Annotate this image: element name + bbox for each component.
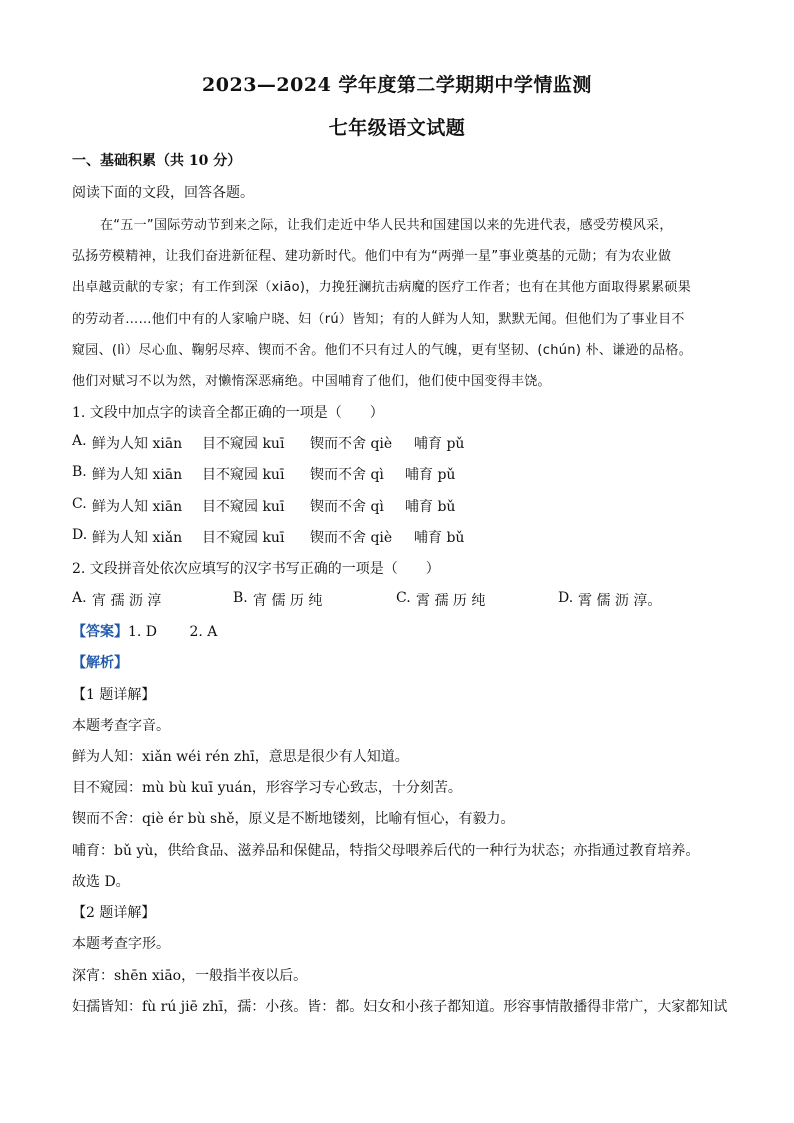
- q1-detail-line: 锲而不舍：qiè ér bù shě，原义是不断地镂刻，比喻有恒心，有毅力。: [72, 811, 515, 827]
- q2-detail-heading: 【2 题详解】: [72, 905, 156, 921]
- q1-detail-line: 哺育：bǔ yù，供给食品、滋养品和保健品，特指父母喂养后代的一种行为状态；亦指通过教育培养。: [72, 843, 700, 859]
- q2-detail-line: 妇孺皆知：fù rú jiē zhī，孺：小孩。皆：都。妇女和小孩子都知道。形容事情散播得非常广，大家都知试: [72, 999, 728, 1015]
- analysis-tag: 【解析】: [72, 655, 128, 671]
- option-item: 锲而不舍 qiè: [310, 530, 393, 546]
- option-item: 鲜为人知 xiān: [92, 436, 183, 452]
- page-subtitle: 七年级语文试题: [328, 117, 466, 139]
- option-item: 哺育 pǔ: [405, 467, 456, 483]
- option-item: 哺育 bǔ: [414, 530, 465, 546]
- passage-line: 出卓越贡献的专家；有工作到深（xiāo)，力挽狂澜抗击病魔的医疗工作者；也有在其他方面取得累累硕果: [72, 280, 691, 295]
- option-item: 目不窥园 kuī: [202, 499, 285, 515]
- q1-detail-line: 鲜为人知：xiǎn wéi rén zhī，意思是很少有人知道。: [72, 749, 409, 765]
- option-item: 鲜为人知 xiān: [92, 499, 183, 515]
- option-label: B.: [233, 590, 248, 606]
- option-item: 哺育 bǔ: [405, 499, 456, 515]
- passage-line: 在“五一”国际劳动节到来之际，让我们走近中华人民共和国建国以来的先进代表，感受劳模风采，: [100, 218, 673, 233]
- question-2-stem: 2. 文段拼音处依次应填写的汉字书写正确的一项是（ ）: [72, 561, 440, 577]
- passage-line: 的劳动者……他们中有的人家喻户晓、妇（rú）皆知；有的人鲜为人知，默默无闻。但他们为了事业目不: [72, 312, 685, 327]
- q1-detail-intro: 本题考查字音。: [72, 718, 170, 734]
- page-title: 2023—2024 学年度第二学期期中学情监测: [202, 74, 592, 96]
- section-heading: 一、基础积累（共 10 分）: [72, 153, 242, 169]
- q1-detail-heading: 【1 题详解】: [72, 687, 156, 703]
- option-item: 锲而不舍 qì: [310, 467, 384, 483]
- option-label: D.: [558, 590, 574, 606]
- answer-tag: 【答案】: [72, 624, 128, 640]
- passage-line: 他们对赋习不以为然，对懒惰深恶痛绝。中国哺育了他们，他们使中国变得丰饶。: [72, 374, 551, 389]
- option-item: 霄 儒 沥 淳。: [578, 593, 662, 609]
- option-label: A.: [72, 590, 87, 606]
- option-item: 哺育 pǔ: [414, 436, 465, 452]
- option-item: 目不窥园 kuī: [202, 436, 285, 452]
- option-label: B.: [72, 464, 87, 480]
- option-item: 锲而不舍 qì: [310, 499, 384, 515]
- passage-line: 弘扬劳模精神，让我们奋进新征程、建功新时代。他们中有为“两弹一星”事业奠基的元勋；有为农业做: [72, 249, 672, 264]
- answer-line: [72, 621, 217, 641]
- option-item: 锲而不舍 qiè: [310, 436, 393, 452]
- option-label: A.: [72, 433, 87, 449]
- q1-detail-line: 目不窥园：mù bù kuī yuán，形容学习专心致志，十分刻苦。: [72, 780, 462, 796]
- option-item: 宵 儒 历 纯: [253, 593, 323, 609]
- option-label: C.: [72, 496, 87, 512]
- q1-detail-line: 故选 D。: [72, 874, 130, 890]
- question-1-stem: 1. 文段中加点字的读音全都正确的一项是（ ）: [72, 405, 384, 421]
- option-item: 目不窥园 kuī: [202, 530, 285, 546]
- option-item: 鲜为人知 xiān: [92, 467, 183, 483]
- option-item: 宵 孺 沥 淳: [92, 593, 162, 609]
- passage-line: 窥园、(lì）尽心血、鞠躬尽瘁、锲而不舍。他们不只有过人的气魄，更有坚韧、(chún) 朴、谦逊的品格。: [72, 343, 693, 358]
- option-label: C.: [396, 590, 411, 606]
- option-item: 目不窥园 kuī: [202, 467, 285, 483]
- q2-detail-line: 深宵：shēn xiāo，一般指半夜以后。: [72, 968, 308, 984]
- instruction: 阅读下面的文段，回答各题。: [72, 185, 254, 201]
- q2-detail-intro: 本题考查字形。: [72, 936, 170, 952]
- answer-text: 1. D 2. A: [128, 624, 218, 640]
- option-label: D.: [72, 527, 88, 543]
- option-item: 鲜为人知 xiǎn: [92, 530, 183, 546]
- option-item: 霄 孺 历 纯: [416, 593, 486, 609]
